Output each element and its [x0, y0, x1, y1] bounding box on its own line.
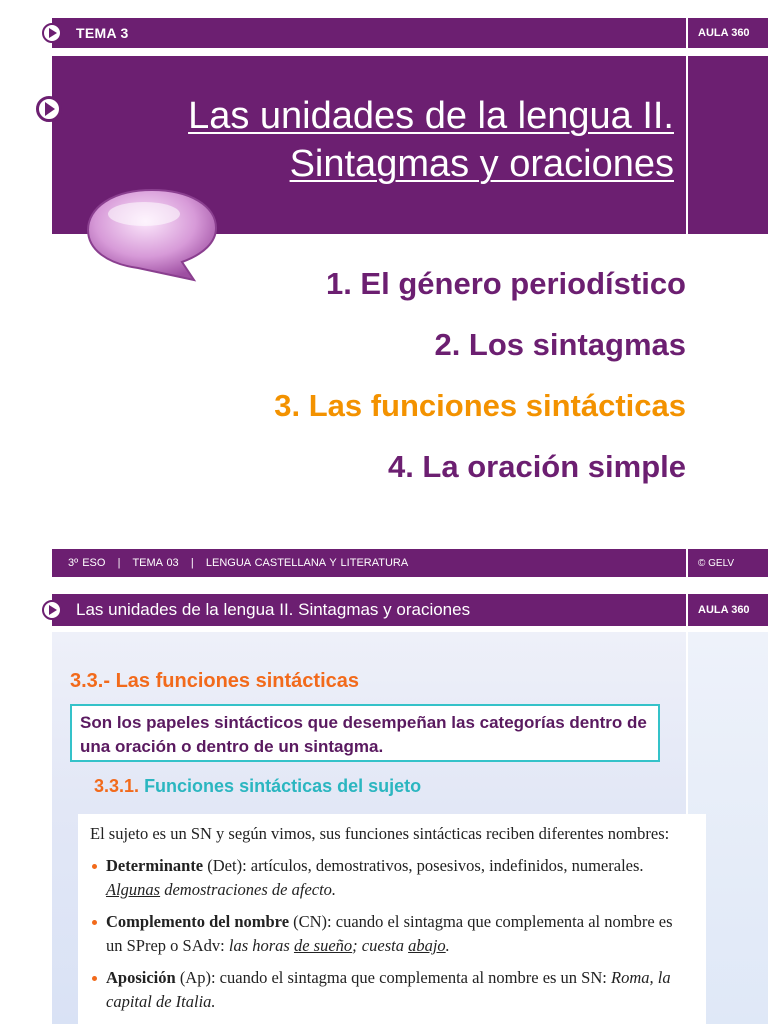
subsection-heading	[94, 776, 421, 797]
list-item	[90, 966, 692, 1014]
term-complemento-nombre: Complemento del nombre	[106, 912, 290, 931]
subsection-title: Funciones sintácticas del sujeto	[144, 776, 422, 796]
slide2-top-bar	[52, 594, 686, 626]
footer-course: 3º ESO	[68, 557, 106, 569]
section-heading: 3.3.- Las funciones sintácticas	[70, 670, 359, 692]
term-determinante: Determinante	[106, 856, 204, 875]
title-line-1: Las unidades de la lengua II.	[188, 95, 674, 137]
play-icon[interactable]	[42, 23, 62, 43]
title-play-icon[interactable]	[36, 96, 62, 122]
toc-item-2[interactable]: 2. Los sintagmas	[434, 327, 686, 362]
slide-title	[74, 92, 674, 188]
footer-sep-1: |	[117, 557, 121, 569]
play-icon-2[interactable]	[42, 600, 62, 620]
book-intro: El sujeto es un SN y según vimos, sus funciones sintácticas reciben diferentes nombres:	[90, 824, 670, 843]
footer-text	[52, 557, 408, 569]
footer-subject: LENGUA CASTELLANA Y LITERATURA	[205, 557, 409, 569]
footer-copyright	[688, 549, 768, 577]
toc-item-1[interactable]: 1. El género periodístico	[325, 266, 686, 301]
slide2-title: Las unidades de la lengua II. Sintagmas y oraciones	[76, 600, 471, 619]
aula-360-badge-2[interactable]	[688, 594, 768, 626]
example-text: demostraciones de afecto.	[160, 880, 337, 899]
example-text: Roma, la capital de Italia.	[106, 968, 671, 1011]
example-underlined: abajo	[408, 936, 446, 955]
example-underlined: de sueño	[293, 936, 353, 955]
bullet-icon	[92, 920, 97, 925]
example-text: las horas	[228, 936, 294, 955]
footer-sep-2: |	[190, 557, 194, 569]
list-item	[90, 854, 692, 902]
example-text: ; cuesta	[352, 936, 409, 955]
subsection-number: 3.3.1.	[94, 776, 140, 796]
example-underlined: Algunas	[106, 880, 161, 899]
speech-bubble-icon	[82, 184, 222, 284]
item-text: (Det): artículos, demostrativos, posesivos, indefinidos, numerales.	[203, 856, 644, 875]
copyright-text: © GELV	[698, 557, 735, 569]
bullet-icon	[92, 976, 97, 981]
aula-label: AULA 360	[698, 27, 750, 39]
item-text: (CN): cuando el sintagma que complementa al nombre es un SPrep o SAdv:	[106, 912, 673, 955]
bullet-icon	[92, 864, 97, 869]
toc-item-3-active[interactable]: 3. Las funciones sintácticas	[274, 388, 686, 423]
side-panel	[688, 56, 768, 234]
book-excerpt	[78, 814, 706, 1024]
slide1-top-bar	[52, 18, 686, 48]
aula-360-badge[interactable]	[688, 18, 768, 48]
tema-label: TEMA 3	[76, 25, 129, 41]
toc-item-4[interactable]: 4. La oración simple	[387, 449, 686, 484]
example-text: .	[445, 936, 450, 955]
title-line-2: Sintagmas y oraciones	[289, 143, 674, 185]
item-text: (Ap): cuando el sintagma que complementa al nombre es un SN:	[175, 968, 611, 987]
function-list	[90, 854, 692, 1014]
list-item	[90, 910, 692, 958]
definition-box: Son los papeles sintácticos que desempeñan las categorías dentro de una oración o dentro de un sintagma.	[70, 704, 660, 762]
slide-footer	[52, 549, 686, 577]
footer-tema: TEMA 03	[132, 557, 179, 569]
term-aposicion: Aposición	[106, 968, 176, 987]
aula-label-2: AULA 360	[698, 604, 750, 616]
